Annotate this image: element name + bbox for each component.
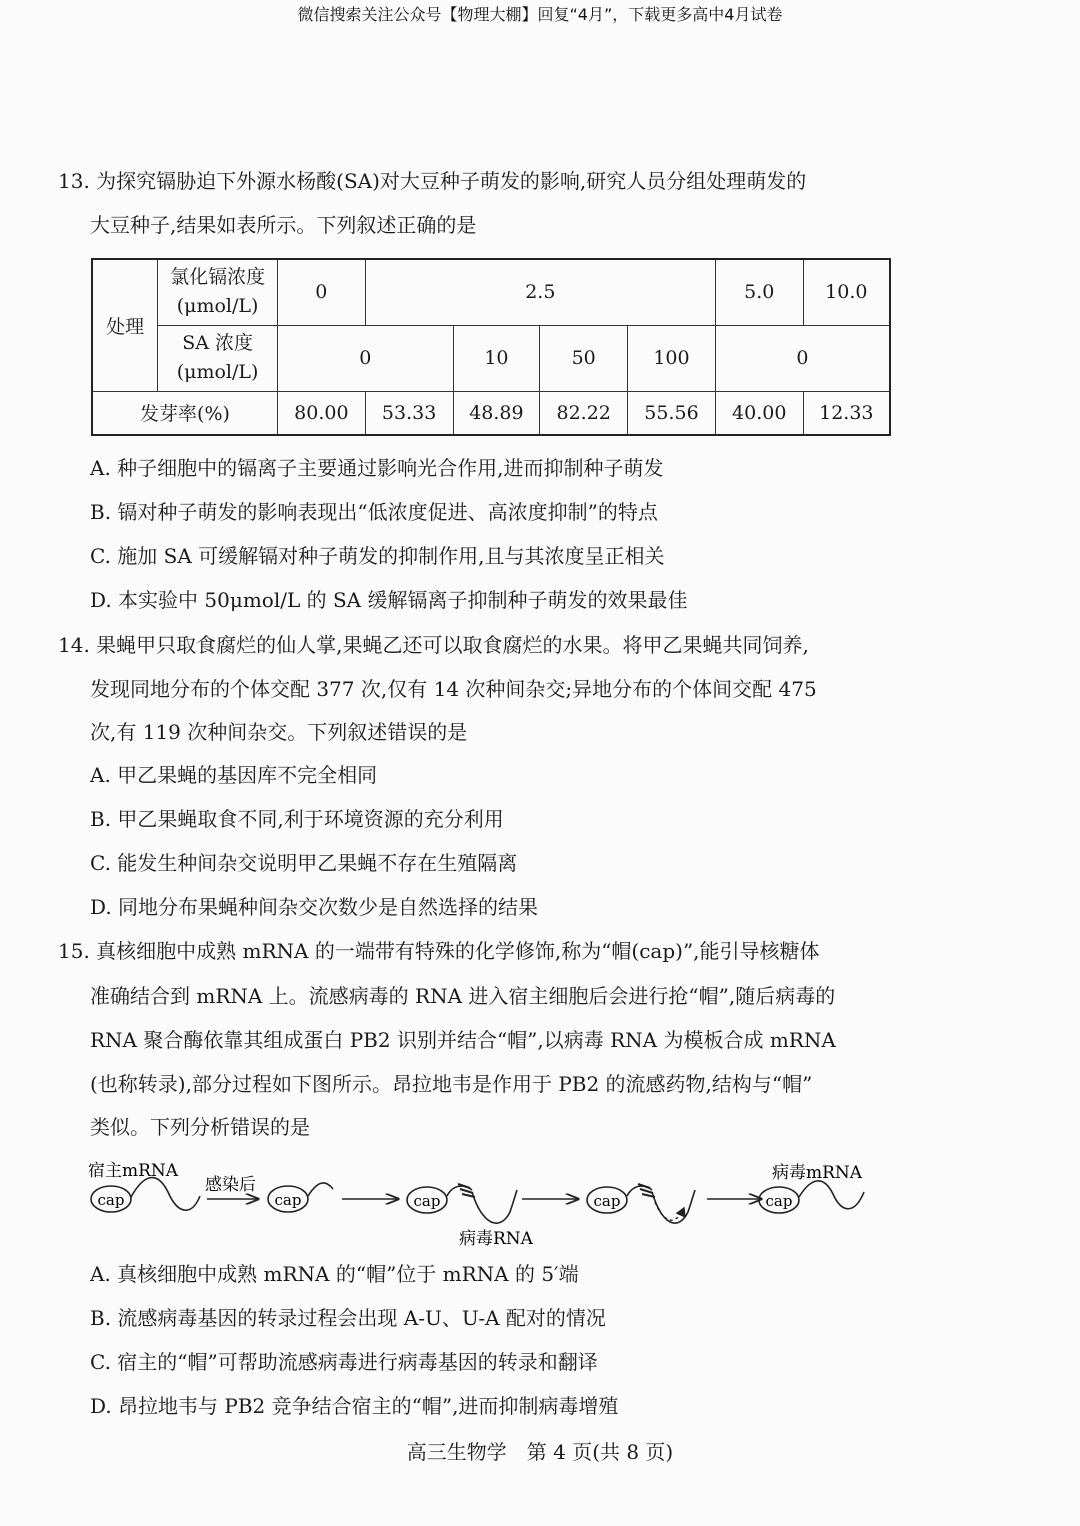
cd-value: 5.0 (715, 259, 803, 325)
sa-concentration-header: SA 浓度 (μmol/L) (158, 325, 278, 391)
viral-mrna-label: 病毒mRNA (772, 1163, 863, 1183)
cap-label: cap (97, 1191, 125, 1209)
rate-value: 12.33 (803, 391, 890, 435)
q13-option-b: B. 镉对种子萌发的影响表现出“低浓度促进、高浓度抑制”的特点 (90, 500, 658, 524)
q14-stem-line1: 14. 果蝇甲只取食腐烂的仙人掌,果蝇乙还可以取食腐烂的水果。将甲乙果蝇共同饲养, (58, 633, 809, 657)
q13-option-a: A. 种子细胞中的镉离子主要通过影响光合作用,进而抑制种子萌发 (90, 456, 664, 480)
q14-option-c: C. 能发生种间杂交说明甲乙果蝇不存在生殖隔离 (90, 851, 518, 875)
cd-concentration-header: 氯化镉浓度 (μmol/L) (158, 259, 278, 325)
rate-value: 55.56 (628, 391, 716, 435)
q15-option-d: D. 昂拉地韦与 PB2 竞争结合宿主的“帽”,进而抑制病毒增殖 (90, 1394, 619, 1418)
q15-option-a: A. 真核细胞中成熟 mRNA 的“帽”位于 mRNA 的 5′端 (90, 1262, 579, 1286)
cap-label: cap (765, 1192, 793, 1210)
transcription-stage (587, 1184, 695, 1223)
rate-value: 40.00 (715, 391, 803, 435)
q13-stem-line2: 大豆种子,结果如表所示。下列叙述正确的是 (90, 213, 477, 237)
sa-value: 100 (628, 325, 716, 391)
cap-label: cap (413, 1192, 441, 1210)
host-mrna-stage (91, 1178, 200, 1212)
q14-option-d: D. 同地分布果蝇种间杂交次数少是自然选择的结果 (90, 895, 539, 919)
q14-stem-line3: 次,有 119 次种间杂交。下列叙述错误的是 (90, 720, 468, 744)
host-mrna-label: 宿主mRNA (88, 1161, 179, 1181)
page-footer: 高三生物学 第 4 页(共 8 页) (406, 1440, 674, 1464)
rate-value: 53.33 (365, 391, 453, 435)
snatched-cap-stage (268, 1183, 333, 1212)
q15-stem-line3: RNA 聚合酶依靠其组成蛋白 PB2 识别并结合“帽”,以病毒 RNA 为模板合成 mRNA (90, 1028, 836, 1052)
q13-option-c: C. 施加 SA 可缓解镉对种子萌发的抑制作用,且与其浓度呈正相关 (90, 544, 665, 568)
cd-value: 10.0 (803, 259, 890, 325)
cap-snatching-diagram (0, 1155, 1080, 1255)
sa-value: 10 (453, 325, 540, 391)
q14-option-a: A. 甲乙果蝇的基因库不完全相同 (90, 763, 378, 787)
cd-value: 2.5 (365, 259, 715, 325)
sa-value: 0 (715, 325, 890, 391)
cd-value: 0 (277, 259, 365, 325)
q15-stem-line4: (也称转录),部分过程如下图所示。昂拉地韦是作用于 PB2 的流感药物,结构与“帽” (90, 1072, 813, 1096)
q13-option-d: D. 本实验中 50μmol/L 的 SA 缓解镉离子抑制种子萌发的效果最佳 (90, 588, 688, 612)
viral-rna-label: 病毒RNA (459, 1229, 533, 1249)
q13-data-table (91, 258, 891, 436)
pb2-binding-stage (407, 1184, 517, 1223)
q15-option-c: C. 宿主的“帽”可帮助流感病毒进行病毒基因的转录和翻译 (90, 1350, 598, 1374)
sa-value: 0 (277, 325, 453, 391)
rate-value: 82.22 (540, 391, 628, 435)
cap-label: cap (593, 1192, 621, 1210)
q15-stem-line5: 类似。下列分析错误的是 (90, 1115, 310, 1139)
rate-value: 80.00 (277, 391, 365, 435)
after-infection-label: 感染后 (205, 1175, 256, 1195)
cap-label: cap (274, 1191, 302, 1209)
q14-option-b: B. 甲乙果蝇取食不同,利于环境资源的充分利用 (90, 807, 504, 831)
q14-stem-line2: 发现同地分布的个体交配 377 次,仅有 14 次种间杂交;异地分布的个体间交配 475 (90, 677, 817, 701)
q15-stem-line2: 准确结合到 mRNA 上。流感病毒的 RNA 进入宿主细胞后会进行抢“帽”,随后病毒的 (90, 984, 836, 1008)
top-banner: 微信搜索关注公众号【物理大棚】回复“4月”，下载更多高中4月试卷 (297, 5, 783, 24)
table-group-label: 处理 (92, 259, 158, 391)
q15-stem-line1: 15. 真核细胞中成熟 mRNA 的一端带有特殊的化学修饰,称为“帽(cap)”,能引导核糖体 (58, 939, 820, 963)
q13-stem-line1: 13. 为探究镉胁迫下外源水杨酸(SA)对大豆种子萌发的影响,研究人员分组处理萌发的 (58, 169, 807, 193)
germination-rate-header: 发芽率(%) (92, 391, 277, 435)
viral-mrna-stage (759, 1181, 864, 1213)
sa-value: 50 (540, 325, 628, 391)
q15-option-b: B. 流感病毒基因的转录过程会出现 A-U、U-A 配对的情况 (90, 1306, 606, 1330)
rate-value: 48.89 (453, 391, 540, 435)
